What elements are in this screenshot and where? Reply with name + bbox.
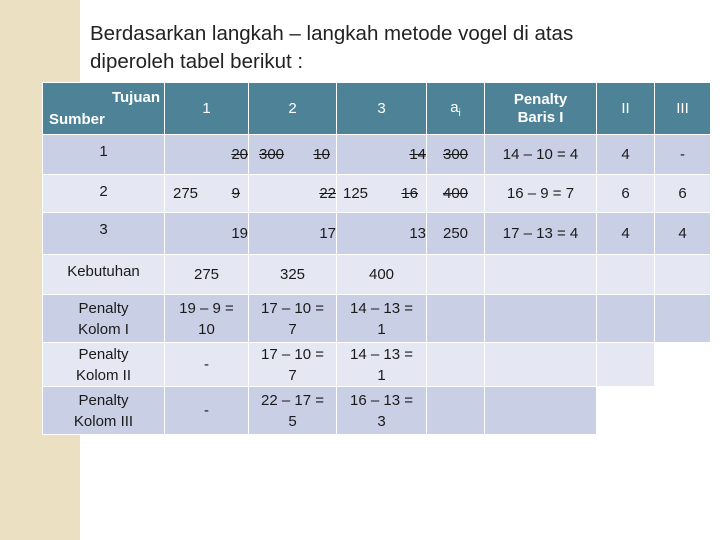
penalty-kolom-3-col-1: - — [165, 387, 249, 435]
row-2-cell-3 — [337, 175, 427, 213]
row-1-penalty-baris-1: 14 – 10 = 4 — [485, 135, 597, 175]
empty-cell — [597, 343, 655, 387]
header-col-1: 1 — [165, 83, 249, 135]
row-3-cost-2: 17 — [249, 213, 337, 255]
penalty-kolom-1-col-2: 17 – 10 = 7 — [249, 295, 337, 343]
header-sumber: Sumber — [49, 111, 105, 128]
row-1-cost-1: 20 — [165, 135, 249, 175]
heading-line-1: Berdasarkan langkah – langkah metode vogel di atas — [90, 22, 574, 45]
empty-cell — [597, 295, 655, 343]
row-2-ai: 400 — [427, 175, 485, 213]
row-2-cell-1 — [165, 175, 249, 213]
row-1-ai: 300 — [427, 135, 485, 175]
penalty-kolom-3-label: Penalty Kolom III — [43, 387, 165, 435]
row-3-penalty-ii: 4 — [597, 213, 655, 255]
slide-heading — [90, 20, 710, 76]
penalty-kolom-2-col-2: 17 – 10 = 7 — [249, 343, 337, 387]
penalty-kolom-1-row — [43, 295, 711, 343]
penalty-kolom-3-row — [43, 387, 711, 435]
row-1-cell-2 — [249, 135, 337, 175]
empty-cell — [485, 387, 597, 435]
row-2-alloc-3: 125 — [343, 185, 369, 202]
empty-cell — [427, 255, 485, 295]
row-sumber-label: 1 — [43, 135, 165, 175]
row-3-cost-1: 19 — [165, 213, 249, 255]
empty-cell — [427, 387, 485, 435]
row-1-cost-2: 10 — [313, 146, 330, 163]
kebutuhan-col-1: 275 — [165, 255, 249, 295]
header-penalty-baris-1: Penalty Baris I — [485, 83, 597, 135]
kebutuhan-col-2: 325 — [249, 255, 337, 295]
empty-cell — [485, 255, 597, 295]
penalty-kolom-2-row — [43, 343, 711, 387]
heading-line-2: diperoleh tabel berikut : — [90, 50, 304, 73]
row-2-alloc-1: 275 — [173, 185, 199, 202]
penalty-kolom-3-col-2: 22 – 17 = 5 — [249, 387, 337, 435]
vogel-table — [42, 82, 711, 435]
row-sumber-label: 3 — [43, 213, 165, 255]
row-2-penalty-ii: 6 — [597, 175, 655, 213]
row-1-alloc-2: 300 — [259, 146, 285, 163]
header-row — [43, 83, 711, 135]
row-3-penalty-baris-1: 17 – 13 = 4 — [485, 213, 597, 255]
kebutuhan-col-3: 400 — [337, 255, 427, 295]
table-row — [43, 213, 711, 255]
row-2-cost-3: 16 — [401, 185, 418, 202]
penalty-kolom-3-col-3: 16 – 13 = 3 — [337, 387, 427, 435]
row-2-cost-1: 9 — [231, 185, 240, 202]
header-col-ii: II — [597, 83, 655, 135]
penalty-kolom-1-col-1: 19 – 9 = 10 — [165, 295, 249, 343]
kebutuhan-row — [43, 255, 711, 295]
empty-cell — [655, 295, 711, 343]
header-tujuan: Tujuan — [111, 89, 160, 106]
empty-cell — [655, 387, 711, 435]
row-2-cost-2: 22 — [249, 175, 337, 213]
header-corner — [43, 83, 165, 135]
empty-cell — [427, 343, 485, 387]
row-1-penalty-ii: 4 — [597, 135, 655, 175]
header-col-iii: III — [655, 83, 711, 135]
table-row — [43, 175, 711, 213]
header-col-2: 2 — [249, 83, 337, 135]
penalty-kolom-1-col-3: 14 – 13 = 1 — [337, 295, 427, 343]
empty-cell — [597, 387, 655, 435]
row-3-cost-3: 13 — [337, 213, 427, 255]
penalty-kolom-2-col-3: 14 – 13 = 1 — [337, 343, 427, 387]
kebutuhan-label: Kebutuhan — [43, 255, 165, 295]
empty-cell — [655, 343, 711, 387]
penalty-kolom-2-col-1: - — [165, 343, 249, 387]
row-sumber-label: 2 — [43, 175, 165, 213]
row-3-ai: 250 — [427, 213, 485, 255]
empty-cell — [597, 255, 655, 295]
row-3-penalty-iii: 4 — [655, 213, 711, 255]
row-2-penalty-iii: 6 — [655, 175, 711, 213]
row-1-penalty-iii: - — [655, 135, 711, 175]
empty-cell — [485, 343, 597, 387]
row-1-cost-3: 14 — [337, 135, 427, 175]
table-row — [43, 135, 711, 175]
penalty-kolom-2-label: Penalty Kolom II — [43, 343, 165, 387]
row-2-penalty-baris-1: 16 – 9 = 7 — [485, 175, 597, 213]
empty-cell — [485, 295, 597, 343]
header-col-3: 3 — [337, 83, 427, 135]
penalty-kolom-1-label: Penalty Kolom I — [43, 295, 165, 343]
empty-cell — [427, 295, 485, 343]
header-ai: $a_i$ — [427, 83, 485, 135]
empty-cell — [655, 255, 711, 295]
